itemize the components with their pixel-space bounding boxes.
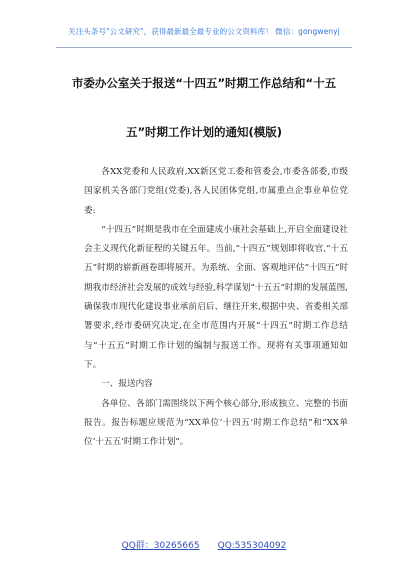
- salutation: 各XX党委和人民政府,XX新区党工委和管委会,市委各部委,市级国家机关各部门党组(党委),各人民团体党组,市属重点企事业单位党委:: [84, 167, 348, 216]
- paragraph-report-content: 各单位、各部门需围绕以下两个核心部分,形成独立、完整的书面报告。报告标题应规范为“XX单位‘十四五’时期工作总结”和“XX单位‘十五五’时期工作计划”。: [84, 398, 348, 448]
- header-banner: 关注头条号"公文研究"，获得最新最全最专业的公文资料库！ 微信：gongwenyj: [68, 27, 340, 36]
- qq-group-link[interactable]: QQ群：30265665: [121, 541, 200, 551]
- qq-contact-link[interactable]: QQ:535304092: [217, 541, 287, 551]
- document-body: [84, 163, 348, 452]
- footer-contacts: [0, 538, 408, 551]
- paragraph-background: “十四五”时期是我市在全面建成小康社会基础上,开启全面建设社会主义现代化新征程的关键五年。当前,“十四五”规划即将收官,“十五五”时期的崭新画卷即将展开。为系统、全面、客观地评估“十四五”时期我市经济社会发展的成效与经验,科学谋划“十五五”时期的发展蓝图,确保我市现代化建设事业承前启后、继往开来,根据中央、省委相关部署要求,经市委研究决定,在全市范围内开展“十四五”时期工作总结与“十五五”时期工作计划的编制与报送工作。现将有关事项通知如下。: [84, 224, 348, 370]
- document-title-line-1: 市委办公室关于报送“十四五”时期工作总结和“十五: [71, 76, 337, 90]
- document-title-line-2: 五”时期工作计划的通知(模版): [125, 125, 283, 139]
- section-heading-report-content: 一、报送内容: [101, 379, 153, 390]
- header-divider: [56, 47, 352, 48]
